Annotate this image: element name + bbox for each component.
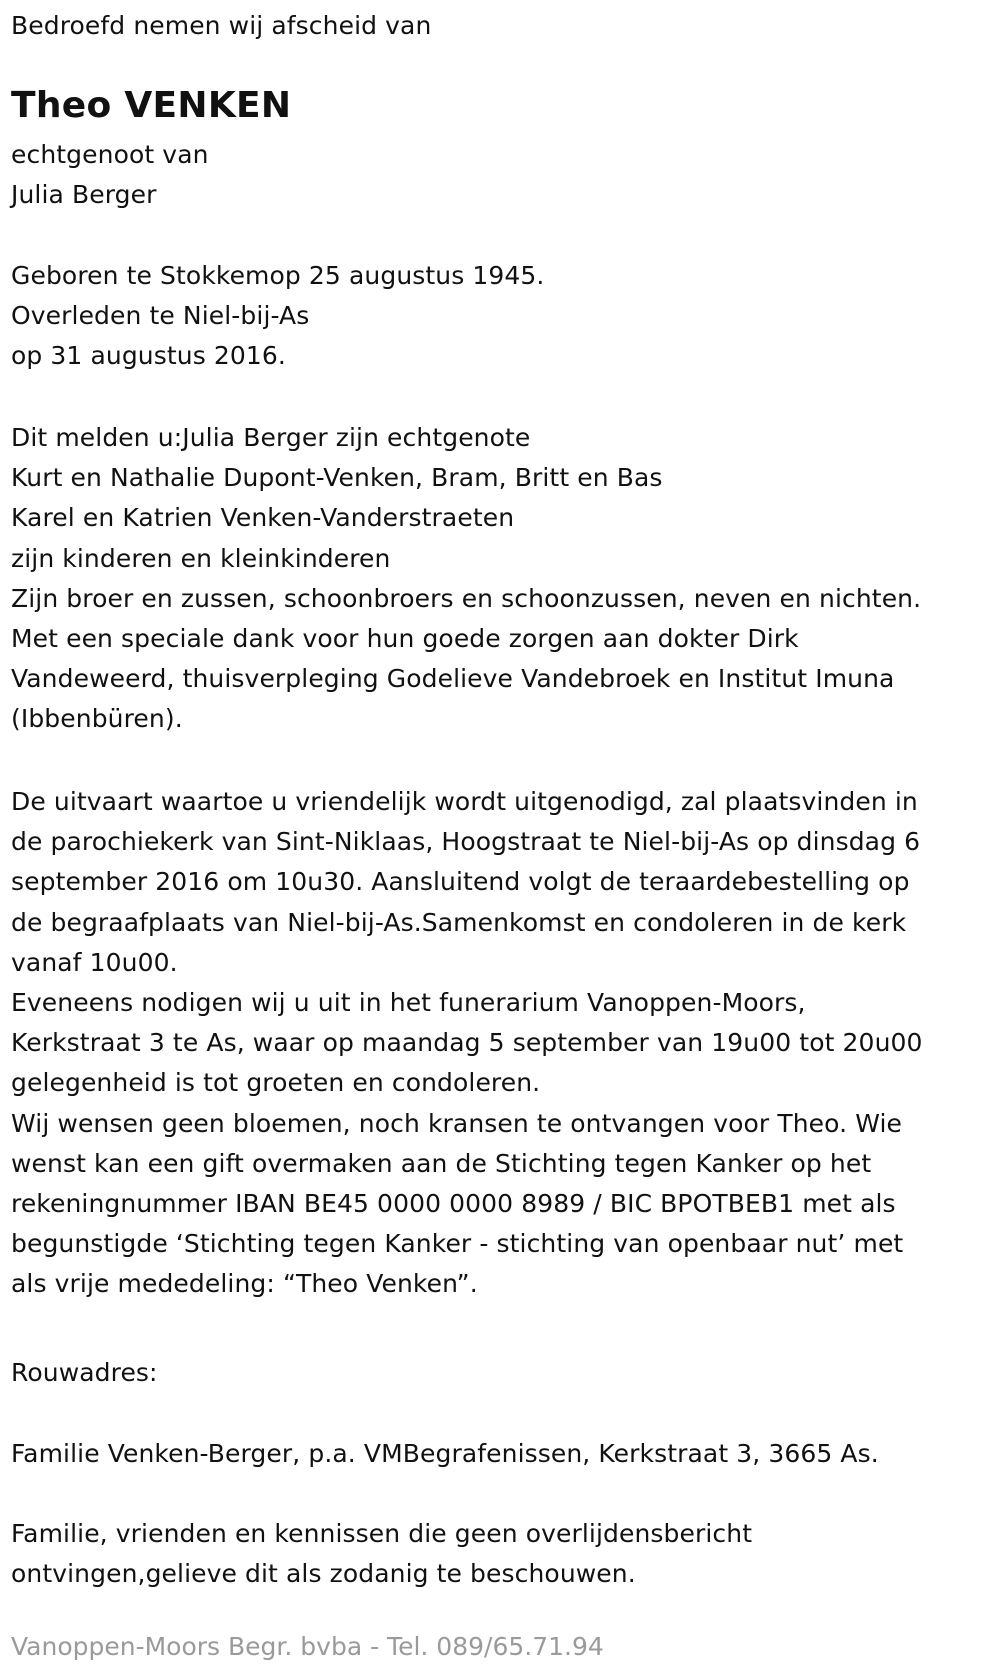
funeral-line: de begraafplaats van Niel-bij-As.Samenkomst en condoleren in de kerk xyxy=(11,907,907,937)
funeral-home-footer: Vanoppen-Moors Begr. bvba - Tel. 089/65.71.94 xyxy=(11,1632,604,1661)
family-block xyxy=(11,418,921,740)
spouse-block xyxy=(11,135,209,215)
funeral-line: als vrije mededeling: “Theo Venken”. xyxy=(11,1269,478,1299)
funeral-line: wenst kan een gift overmaken aan de Stichting tegen Kanker op het xyxy=(11,1148,872,1178)
family-line: (Ibbenbüren). xyxy=(11,704,183,734)
rouwadres-label: Rouwadres: xyxy=(11,1358,158,1387)
family-line: Zijn broer en zussen, schoonbroers en schoonzussen, neven en nichten. xyxy=(11,583,922,613)
funeral-line: begunstigde ‘Stichting tegen Kanker - stichting van openbaar nut’ met xyxy=(11,1229,904,1259)
notice-block xyxy=(11,1514,752,1594)
spouse-name: Julia Berger xyxy=(11,180,157,210)
death-place-line: Overleden te Niel-bij-As xyxy=(11,301,310,331)
funeral-line: gelegenheid is tot groeten en condoleren. xyxy=(11,1068,541,1098)
intro-text: Bedroefd nemen wij afscheid van xyxy=(11,11,432,40)
funeral-line: september 2016 om 10u30. Aansluitend volgt de teraardebestelling op xyxy=(11,867,910,897)
family-line: Karel en Katrien Venken-Vanderstraeten xyxy=(11,503,515,533)
funeral-line: rekeningnummer IBAN BE45 0000 0000 8989 / BIC BPOTBEB1 met als xyxy=(11,1188,896,1218)
funeral-line: Kerkstraat 3 te As, waar op maandag 5 september van 19u00 tot 20u00 xyxy=(11,1028,923,1058)
deceased-name: Theo VENKEN xyxy=(11,85,292,126)
spouse-line: echtgenoot van xyxy=(11,140,209,169)
family-line: zijn kinderen en kleinkinderen xyxy=(11,543,391,573)
death-date-line: op 31 augustus 2016. xyxy=(11,341,286,371)
family-line: Dit melden u:Julia Berger zijn echtgenote xyxy=(11,423,531,452)
rouwadres-address: Familie Venken-Berger, p.a. VMBegrafenissen, Kerkstraat 3, 3665 As. xyxy=(11,1439,879,1468)
funeral-line: Wij wensen geen bloemen, noch kransen te ontvangen voor Theo. Wie xyxy=(11,1108,902,1138)
funeral-block xyxy=(11,782,923,1304)
notice-line: ontvingen,gelieve dit als zodanig te beschouwen. xyxy=(11,1559,636,1589)
family-line: Vandeweerd, thuisverpleging Godelieve Vandebroek en Institut Imuna xyxy=(11,664,895,694)
funeral-line: Eveneens nodigen wij u uit in het funerarium Vanoppen-Moors, xyxy=(11,987,806,1017)
dates-block xyxy=(11,256,544,377)
notice-line: Familie, vrienden en kennissen die geen overlijdensbericht xyxy=(11,1519,753,1548)
funeral-line: vanaf 10u00. xyxy=(11,947,178,977)
family-line: Kurt en Nathalie Dupont-Venken, Bram, Britt en Bas xyxy=(11,463,663,493)
birth-line: Geboren te Stokkemop 25 augustus 1945. xyxy=(11,261,545,290)
funeral-line: de parochiekerk van Sint-Niklaas, Hoogstraat te Niel-bij-As op dinsdag 6 xyxy=(11,827,921,857)
funeral-line: De uitvaart waartoe u vriendelijk wordt uitgenodigd, zal plaatsvinden in xyxy=(11,787,918,816)
family-line: Met een speciale dank voor hun goede zorgen aan dokter Dirk xyxy=(11,623,799,653)
